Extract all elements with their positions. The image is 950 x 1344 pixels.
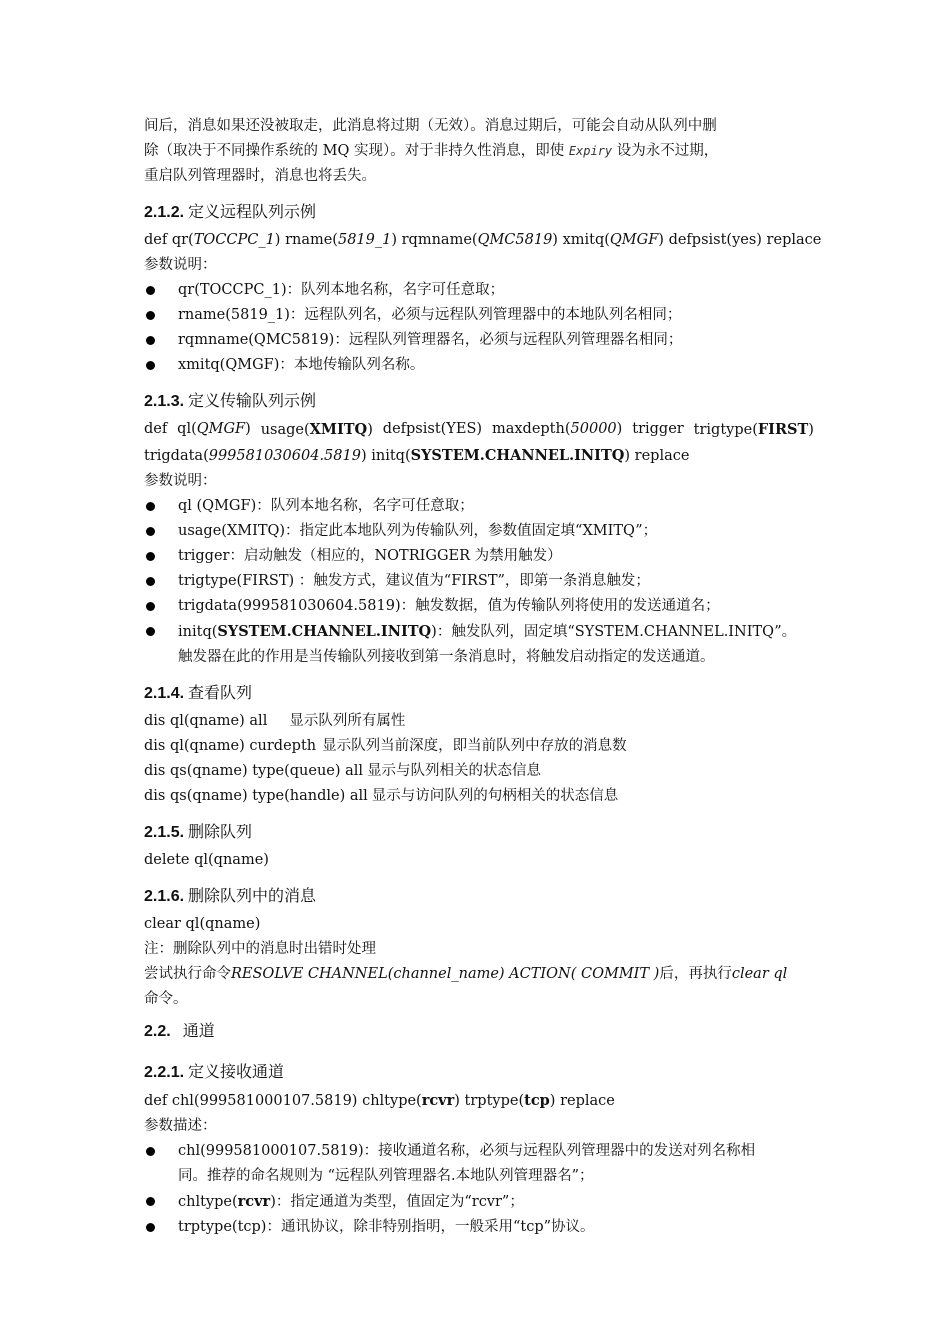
heading-title: 删除队列 <box>188 822 253 841</box>
list-item: chl(999581000107.5819)：接收通道名称，必须与远程队列管理器中的发送对列名称相 同。推荐的命名规则为 “远程队列管理器名.本地队列管理器名”； <box>144 1139 814 1189</box>
heading-number: 2.1.2. <box>144 204 185 221</box>
param-label: 参数描述： <box>144 1118 217 1134</box>
list-item: initq(SYSTEM.CHANNEL.INITQ)：触发队列，固定填“SYSTEM.CHANNEL.INITQ”。 触发器在此的作用是当传输队列接收到第一条消息时，将触发启动指定的发送通道。 <box>144 619 814 670</box>
heading-number: 2.2. <box>144 1023 171 1040</box>
view-queue-row: dis ql(qname) all 显示队列所有属性 <box>144 713 406 729</box>
list-item: rname(5819_1)：远程队列名，必须与远程队列管理器中的本地队列名相同； <box>144 303 814 328</box>
list-item: chltype(rcvr)：指定通道为类型，值固定为“rcvr”； <box>144 1189 814 1215</box>
expiry-code: Expiry <box>568 144 613 158</box>
list-item: xmitq(QMGF)：本地传输队列名称。 <box>144 353 814 378</box>
delete-queue-command: delete ql(qname) <box>144 852 269 868</box>
heading-title: 定义接收通道 <box>188 1062 285 1081</box>
resolve-instruction: 尝试执行命令RESOLVE CHANNEL(channel_name) ACTION( COMMIT )后，再执行clear ql 命令。 <box>144 966 788 1007</box>
heading-2-1-3 <box>144 388 814 415</box>
heading-title: 定义传输队列示例 <box>188 391 317 410</box>
note-text: 注：删除队列中的消息时出错时处理 <box>144 941 376 957</box>
view-queue-row: dis qs(qname) type(queue) all 显示与队列相关的状态信息 <box>144 763 542 779</box>
list-item: ql (QMGF)：队列本地名称，名字可任意取； <box>144 494 814 519</box>
view-queue-row: dis qs(qname) type(handle) all 显示与访问队列的句柄相关的状态信息 <box>144 788 619 804</box>
param-list-2-1-3 <box>144 494 814 670</box>
list-item: trigger：启动触发（相应的，NOTRIGGER 为禁用触发） <box>144 544 814 569</box>
receiver-channel-command: def chl(999581000107.5819) chltype(rcvr) trptype(tcp) replace <box>144 1092 615 1109</box>
list-item: usage(XMITQ)：指定此本地队列为传输队列，参数值固定填“XMITQ”； <box>144 519 814 544</box>
intro-line-2b: 设为永不过期， <box>612 143 719 159</box>
view-queue-row: dis ql(qname) curdepth 显示队列当前深度，即当前队列中存放的消息数 <box>144 738 627 754</box>
transmit-queue-command-line-1: def ql(QMGF) usage(XMITQ) defpsist(YES) maxdepth(50000) trigger trigtype(FIRST) <box>144 421 814 438</box>
intro-line-2a: 除（取决于不同操作系统的 MQ 实现）。对于非持久性消息，即使 <box>144 143 569 159</box>
heading-2-1-4 <box>144 680 814 707</box>
transmit-queue-command-line-2: trigdata(999581030604.5819) initq(SYSTEM.CHANNEL.INITQ) replace <box>144 447 690 464</box>
list-item: trigdata(999581030604.5819)：触发数据，值为传输队列将使用的发送通道名； <box>144 594 814 619</box>
heading-title: 删除队列中的消息 <box>188 886 317 905</box>
param-list-2-2-1 <box>144 1139 814 1240</box>
heading-2-1-6 <box>144 883 814 910</box>
heading-title: 查看队列 <box>188 683 253 702</box>
remote-queue-command: def qr(TOCCPC_1) rname(5819_1) rqmname(QMC5819) xmitq(QMGF) defpsist(yes) replace <box>144 232 822 248</box>
heading-number: 2.1.6. <box>144 888 185 905</box>
heading-2-1-5 <box>144 819 814 846</box>
heading-number: 2.1.3. <box>144 393 185 410</box>
param-label: 参数说明： <box>144 257 217 273</box>
heading-title: 通道 <box>182 1021 215 1040</box>
heading-2-2-1 <box>144 1059 814 1086</box>
clear-queue-command: clear ql(qname) <box>144 916 261 932</box>
list-item: rqmname(QMC5819)：远程队列管理器名，必须与远程队列管理器名相同； <box>144 328 814 353</box>
heading-number: 2.2.1. <box>144 1064 185 1081</box>
list-item: trigtype(FIRST) ：触发方式，建议值为“FIRST”，即第一条消息触发； <box>144 569 814 594</box>
intro-line-3: 重启队列管理器时，消息也将丢失。 <box>144 168 376 184</box>
param-label: 参数说明： <box>144 473 217 489</box>
heading-2-2 <box>144 1018 814 1045</box>
intro-paragraph <box>144 114 814 189</box>
heading-2-1-2 <box>144 199 814 226</box>
document-page <box>144 114 822 1240</box>
list-item: trptype(tcp)：通讯协议，除非特别指明，一般采用“tcp”协议。 <box>144 1215 814 1240</box>
param-list-2-1-2 <box>144 278 814 378</box>
heading-title: 定义远程队列示例 <box>188 202 317 221</box>
intro-line-1: 间后，消息如果还没被取走，此消息将过期（无效）。消息过期后，可能会自动从队列中删 <box>144 118 717 134</box>
heading-number: 2.1.5. <box>144 824 185 841</box>
heading-number: 2.1.4. <box>144 685 185 702</box>
list-item: qr(TOCCPC_1)：队列本地名称，名字可任意取； <box>144 278 814 303</box>
